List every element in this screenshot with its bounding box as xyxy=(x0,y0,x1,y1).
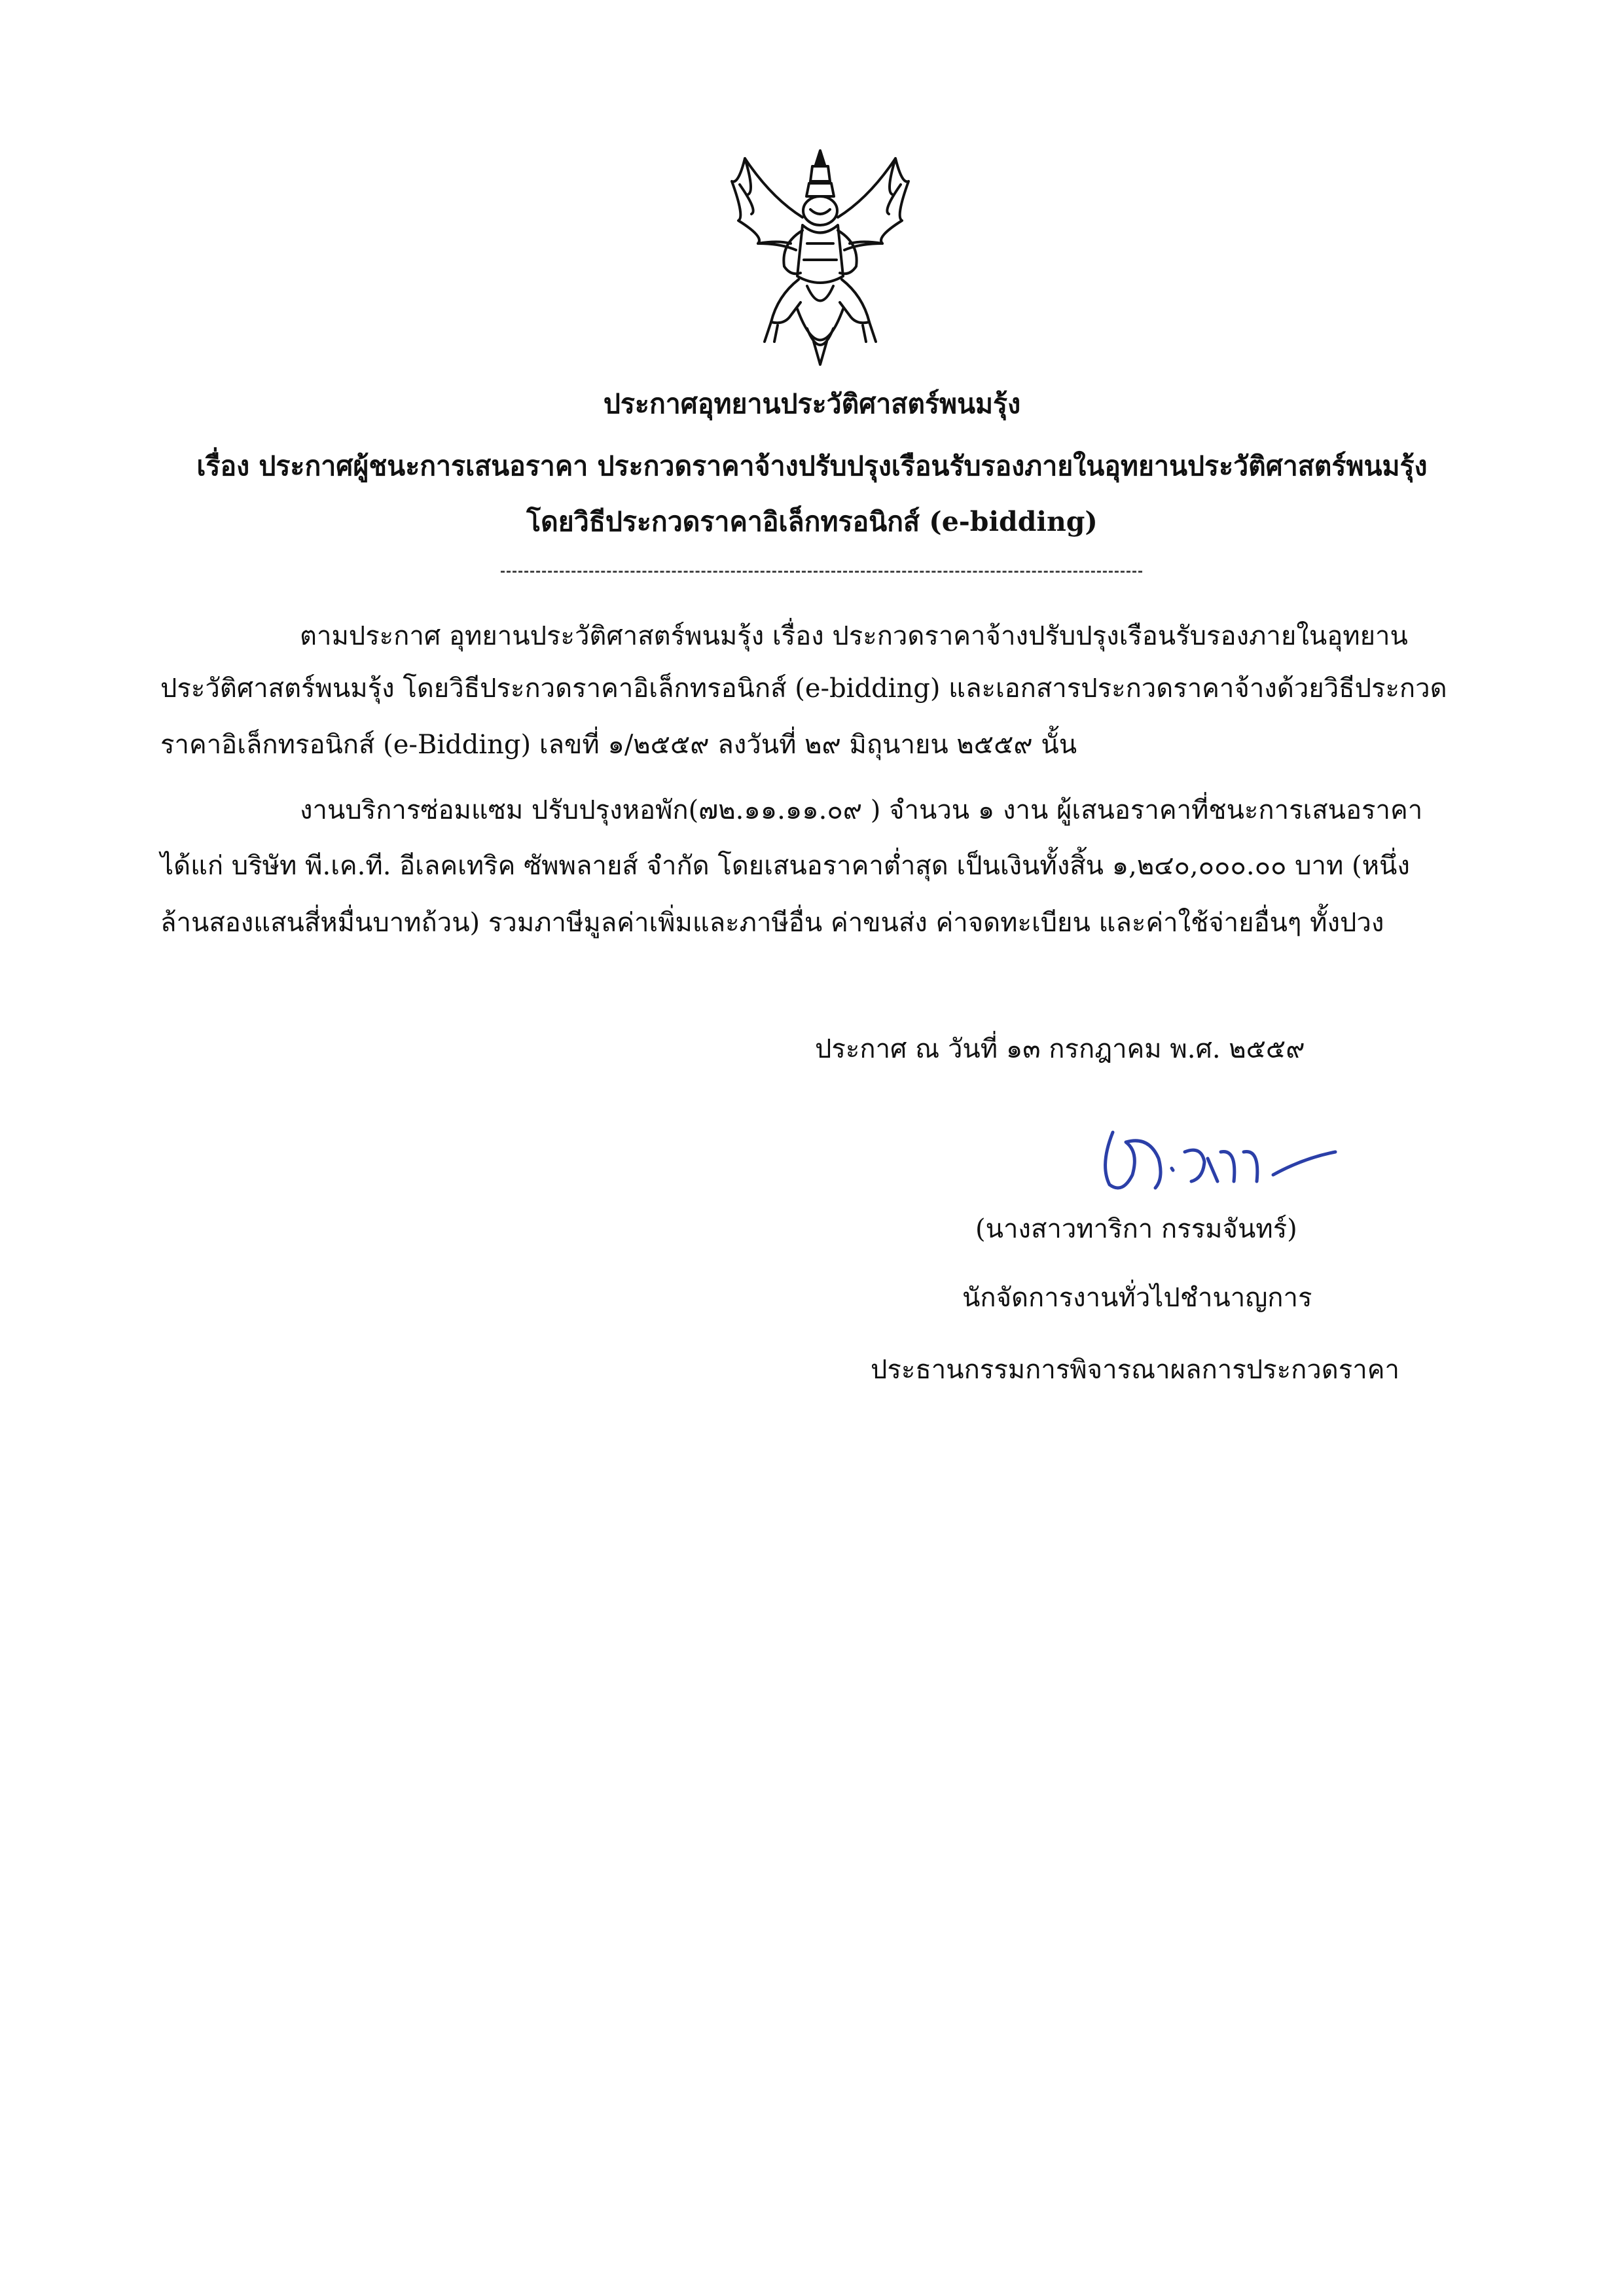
signer-position: นักจัดการงานทั่วไปชำนาญการ xyxy=(962,1283,1312,1313)
paragraph-2-line-2: ได้แก่ บริษัท พี.เค.ที. อีเลคเทริค ซัพพลายส์ จำกัด โดยเสนอราคาต่ำสุด เป็นเงินทั้งสิ้น ๑,๒๔๐,๐๐๐.๐๐ บาท (หนึ่ง xyxy=(160,851,1410,881)
garuda-emblem-icon xyxy=(719,145,922,371)
paragraph-2-line-3: ล้านสองแสนสี่หมื่นบาทถ้วน) รวมภาษีมูลค่าเพิ่มและภาษีอื่น ค่าขนส่ง ค่าจดทะเบียน และค่าใช้จ่ายอื่นๆ ทั้งปวง xyxy=(160,908,1384,938)
paragraph-1-line-1: ตามประกาศ อุทยานประวัติศาสตร์พนมรุ้ง เรื่อง ประกวดราคาจ้างปรับปรุงเรือนรับรองภายในอุทยาน xyxy=(300,621,1408,651)
signer-role: ประธานกรรมการพิจารณาผลการประกวดราคา xyxy=(871,1355,1399,1385)
announcement-subject: เรื่อง ประกาศผู้ชนะการเสนอราคา ประกวดราคาจ้างปรับปรุงเรือนรับรองภายในอุทยานประวัติศาสตร์พนมรุ้ง xyxy=(196,450,1428,482)
dashed-divider xyxy=(501,571,1142,573)
signer-name: (นางสาวทาริกา กรรมจันทร์) xyxy=(975,1214,1297,1244)
paragraph-2-line-1: งานบริการซ่อมแซม ปรับปรุงหอพัก(๗๒.๑๑.๑๑.๐๙ ) จำนวน ๑ งาน ผู้เสนอราคาที่ชนะการเสนอราคา xyxy=(300,795,1423,825)
paragraph-1-line-3: ราคาอิเล็กทรอนิกส์ (e-Bidding) เลขที่ ๑/๒๕๕๙ ลงวันที่ ๒๙ มิถุนายน ๒๕๕๙ นั้น xyxy=(160,730,1077,760)
announcement-method: โดยวิธีประกวดราคาอิเล็กทรอนิกส์ (e-bidding) xyxy=(526,506,1098,537)
announcement-title: ประกาศอุทยานประวัติศาสตร์พนมรุ้ง xyxy=(603,388,1021,420)
announcement-date: ประกาศ ณ วันที่ ๑๓ กรกฎาคม พ.ศ. ๒๕๕๙ xyxy=(815,1034,1305,1064)
paragraph-1-line-2: ประวัติศาสตร์พนมรุ้ง โดยวิธีประกวดราคาอิเล็กทรอนิกส์ (e-bidding) และเอกสารประกวดราคาจ้างด้วยวิธีประกวด xyxy=(160,673,1447,704)
handwritten-signature xyxy=(1087,1113,1348,1211)
